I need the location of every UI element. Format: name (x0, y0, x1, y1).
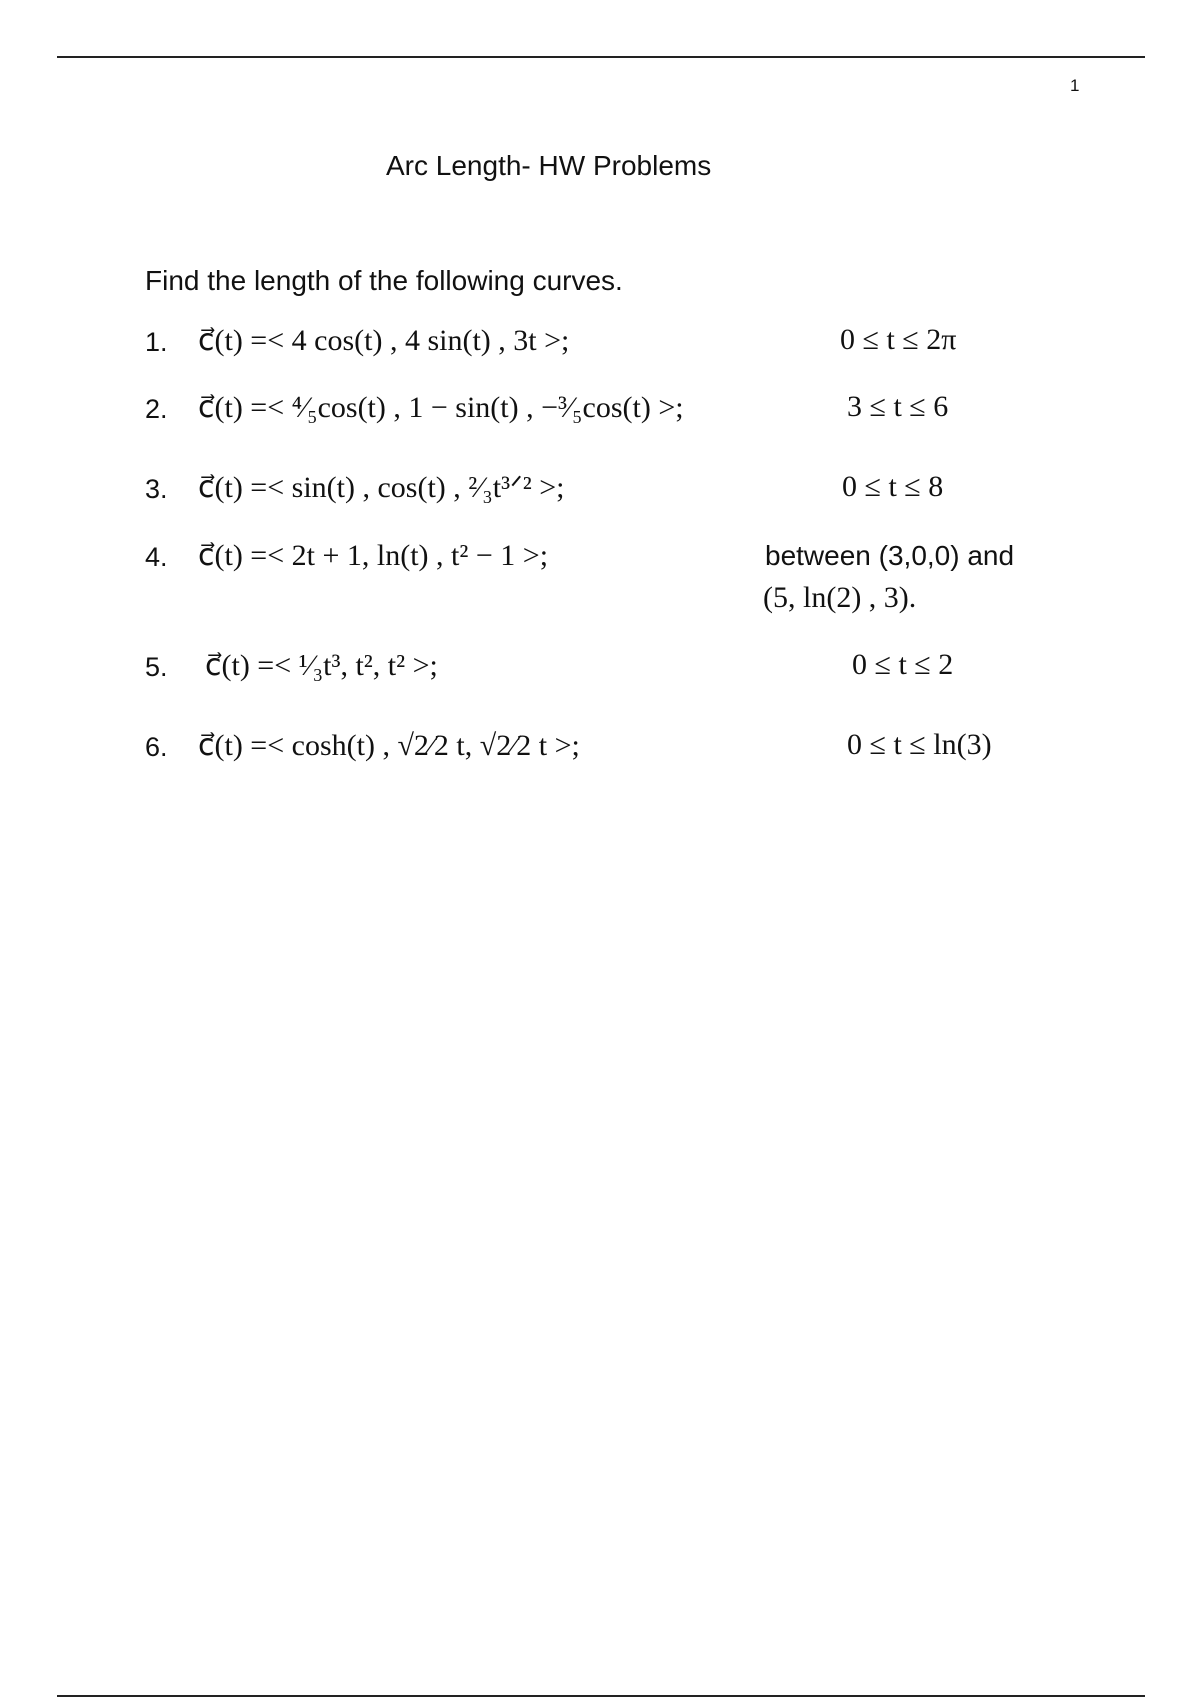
problem-6 (145, 728, 1085, 788)
instructions-text: Find the length of the following curves. (145, 265, 623, 296)
parameter-interval-continued: (5, ln(2) , 3). (763, 581, 917, 614)
parameter-interval: 3 ≤ t ≤ 6 (847, 390, 949, 423)
curve-expression: c⃗(t) =< 2t + 1, ln(t) , t² − 1 >; (198, 539, 549, 572)
problem-3 (145, 470, 1085, 530)
footer-rule (57, 1695, 1145, 1697)
problem-1 (145, 323, 1085, 383)
curve-expression: c⃗(t) =< ¹⁄₃t³, t², t² >; (205, 649, 438, 682)
parameter-interval: between (3,0,0) and (765, 540, 1015, 571)
curve-expression: c⃗(t) =< sin(t) , cos(t) , ²⁄₃t³ᐟ² >; (198, 471, 565, 504)
problem-number: 1. (145, 327, 168, 357)
problem-number: 4. (145, 542, 168, 572)
document-title: Arc Length- HW Problems (386, 150, 712, 181)
header-rule (57, 56, 1145, 58)
problem-4 (145, 538, 1085, 628)
problem-number: 2. (145, 394, 168, 424)
parameter-interval: 0 ≤ t ≤ ln(3) (847, 728, 992, 761)
problem-number: 3. (145, 474, 168, 504)
problem-number: 5. (145, 652, 168, 682)
page-number: 1 (1070, 76, 1080, 95)
curve-expression: c⃗(t) =< ⁴⁄₅cos(t) , 1 − sin(t) , −³⁄₅cos(t) >; (198, 391, 684, 424)
parameter-interval: 0 ≤ t ≤ 8 (842, 470, 944, 503)
parameter-interval: 0 ≤ t ≤ 2 (852, 648, 954, 681)
problem-5 (145, 648, 1085, 708)
curve-expression: c⃗(t) =< cosh(t) , √2⁄2 t, √2⁄2 t >; (198, 729, 580, 762)
problem-number: 6. (145, 732, 168, 762)
curve-expression: c⃗(t) =< 4 cos(t) , 4 sin(t) , 3t >; (198, 324, 570, 357)
parameter-interval: 0 ≤ t ≤ 2π (840, 323, 957, 356)
problem-2 (145, 390, 1085, 450)
